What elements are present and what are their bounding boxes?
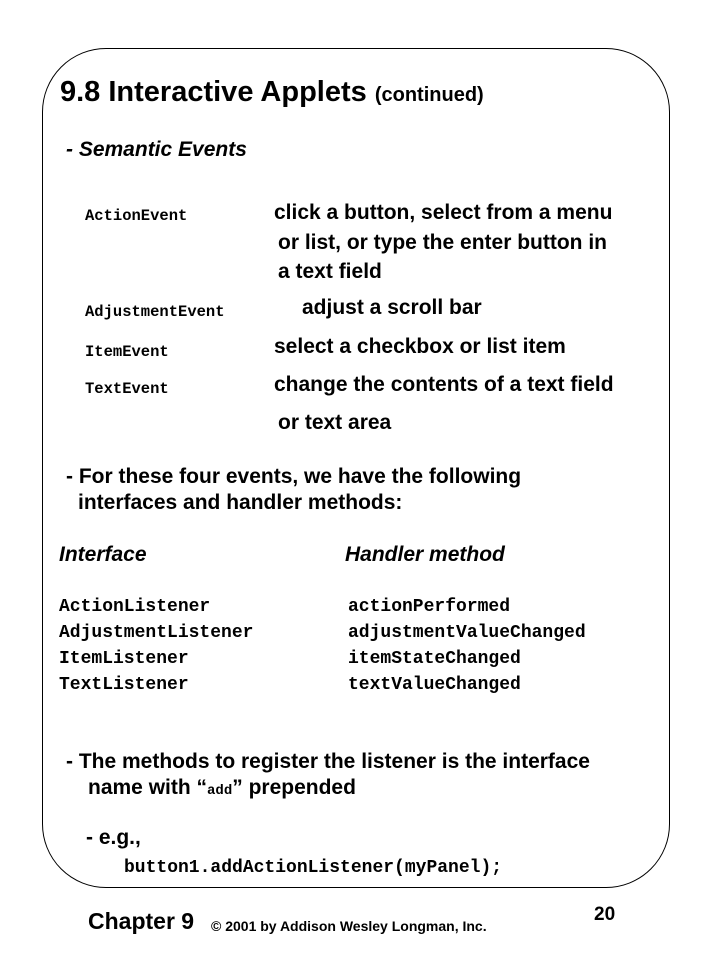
event-desc-action-1: click a button, select from a menu [274, 201, 613, 224]
register-line-2 [88, 776, 356, 800]
event-name-action: ActionEvent [85, 207, 188, 225]
register-line-2-pre: name with “ [88, 776, 208, 799]
event-name-adjustment: AdjustmentEvent [85, 303, 225, 321]
register-line-2-post: ” prepended [232, 776, 356, 799]
four-events-line-1: - For these four events, we have the following [66, 465, 522, 488]
footer-chapter: Chapter 9 [88, 908, 195, 934]
slide-title [60, 76, 484, 109]
row-handler-3: textValueChanged [348, 675, 521, 695]
register-add-code: add [207, 783, 233, 799]
event-name-text: TextEvent [85, 380, 169, 398]
title-main: 9.8 Interactive Applets [60, 76, 367, 108]
row-handler-0: actionPerformed [348, 597, 511, 617]
event-desc-item: select a checkbox or list item [274, 335, 566, 358]
semantic-events-heading: - Semantic Events [66, 138, 247, 161]
row-handler-2: itemStateChanged [348, 649, 521, 669]
footer-page-number: 20 [594, 904, 616, 925]
title-suffix: (continued) [374, 84, 484, 106]
event-desc-action-3: a text field [278, 260, 382, 283]
row-interface-1: AdjustmentListener [59, 623, 254, 643]
event-name-item: ItemEvent [85, 343, 169, 361]
example-label: - e.g., [86, 826, 141, 849]
example-code: button1.addActionListener(myPanel); [124, 858, 503, 878]
row-handler-1: adjustmentValueChanged [348, 623, 586, 643]
footer-copyright: © 2001 by Addison Wesley Longman, Inc. [211, 918, 487, 934]
event-desc-text-1: change the contents of a text field [274, 373, 614, 396]
event-desc-action-2: or list, or type the enter button in [278, 231, 608, 254]
row-interface-2: ItemListener [59, 649, 189, 669]
register-line-1: - The methods to register the listener is the interface [66, 750, 590, 773]
row-interface-0: ActionListener [59, 597, 211, 617]
event-desc-adjustment: adjust a scroll bar [302, 296, 482, 319]
event-desc-text-2: or text area [278, 411, 392, 434]
four-events-line-2: interfaces and handler methods: [78, 491, 403, 514]
header-handler: Handler method [345, 543, 505, 566]
row-interface-3: TextListener [59, 675, 189, 695]
header-interface: Interface [59, 543, 147, 566]
